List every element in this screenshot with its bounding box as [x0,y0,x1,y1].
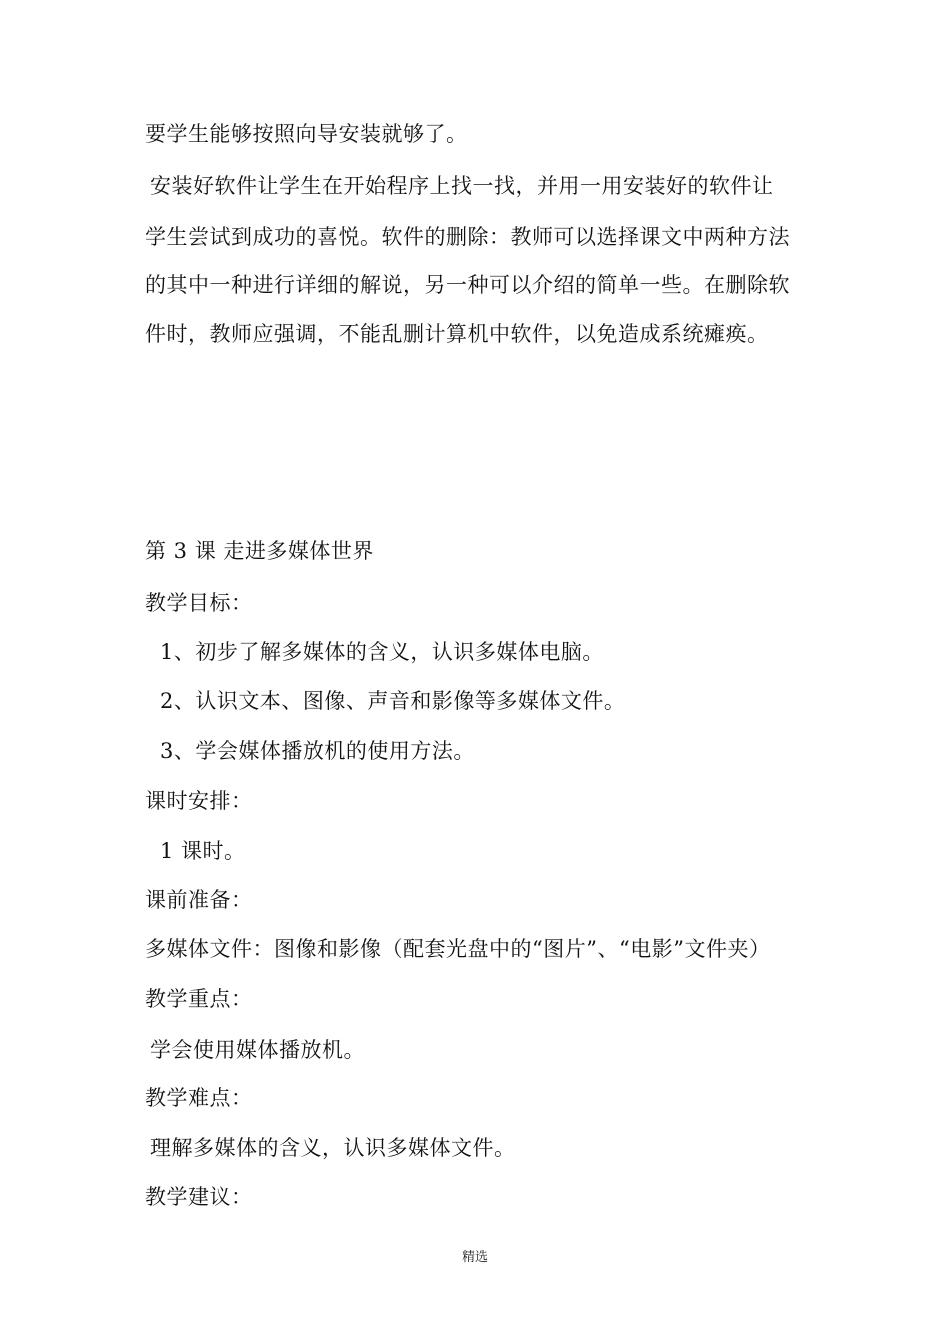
key-heading: 教学重点： [145,987,253,1011]
lesson-title: 第 3 课 走进多媒体世界 [145,539,374,563]
objective-item-3: 3、学会媒体播放机的使用方法。 [160,739,475,763]
objectives-heading: 教学目标： [145,591,253,615]
paragraph-line-4: 的其中一种进行详细的解说，另一种可以介绍的简单一些。在删除软 [145,273,790,297]
page-footer: 精选 [461,1250,488,1265]
objective-item-2: 2、认识文本、图像、声音和影像等多媒体文件。 [160,689,626,713]
schedule-text: 1 课时。 [160,839,246,863]
paragraph-line-1: 要学生能够按照向导安装就够了。 [145,122,468,146]
paragraph-line-3: 学生尝试到成功的喜悦。软件的删除：教师可以选择课文中两种方法 [145,225,790,249]
prep-heading: 课前准备： [145,888,253,912]
paragraph-line-5: 件时，教师应强调，不能乱删计算机中软件，以免造成系统瘫痪。 [145,322,769,346]
prep-text: 多媒体文件：图像和影像（配套光盘中的“图片”、“电影”文件夹） [145,937,771,961]
paragraph-line-2: 安装好软件让学生在开始程序上找一找，并用一用安装好的软件让 [150,174,774,198]
key-text: 学会使用媒体播放机。 [150,1038,365,1062]
objective-item-1: 1、初步了解多媒体的含义，认识多媒体电脑。 [160,640,604,664]
difficulty-text: 理解多媒体的含义，认识多媒体文件。 [150,1136,516,1160]
difficulty-heading: 教学难点： [145,1086,253,1110]
schedule-heading: 课时安排： [145,789,253,813]
suggestion-heading: 教学建议： [145,1185,253,1209]
